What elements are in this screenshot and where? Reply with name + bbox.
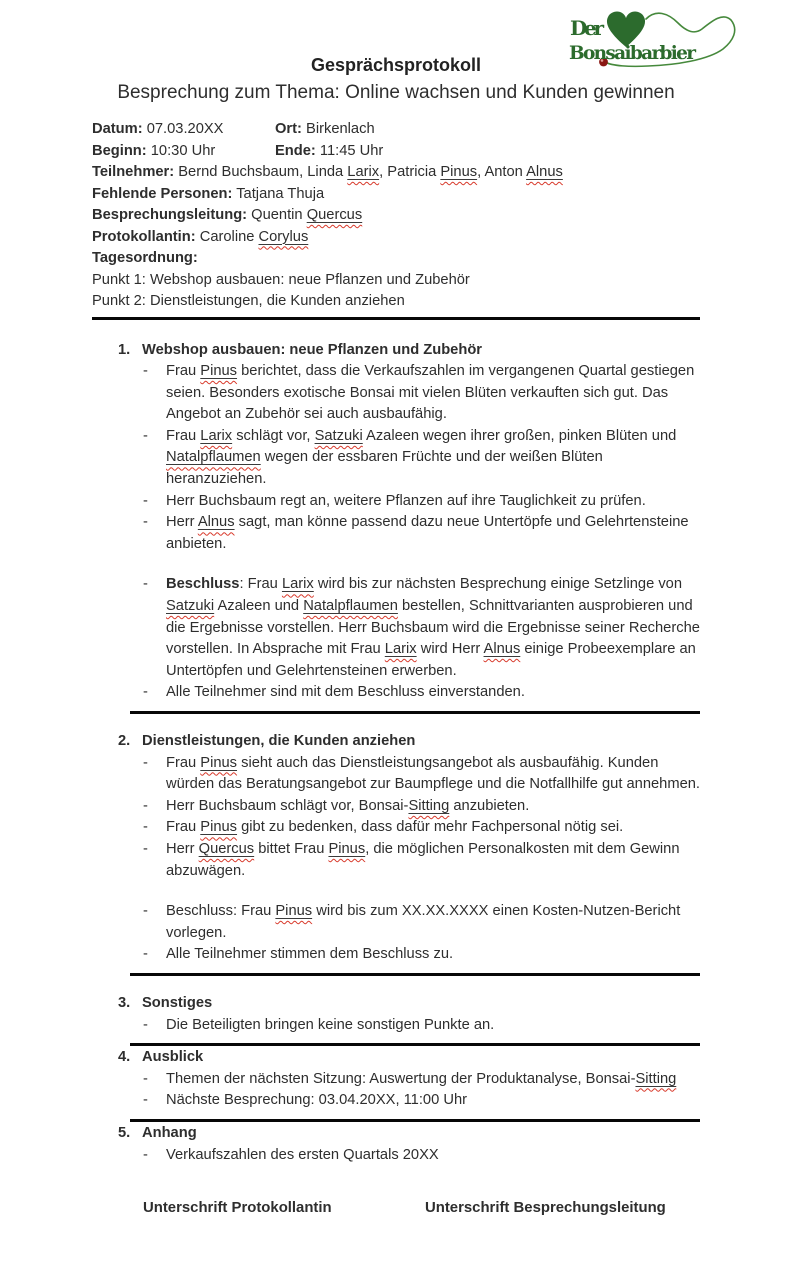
meta-field: [275, 119, 375, 141]
flagged-word: Pinus: [328, 840, 366, 857]
meta-label: Ort:: [275, 121, 302, 137]
bullet-dash: -: [143, 427, 148, 444]
meta-line: [92, 291, 700, 313]
document-content: [92, 0, 700, 1216]
flagged-word: Alnus: [526, 164, 563, 180]
section-heading: [92, 993, 700, 1015]
section: [92, 1123, 700, 1166]
flagged-word: Pinus: [440, 164, 478, 180]
bullet-text: Frau Larix schlägt vor, Satzuki Azaleen wegen ihrer großen, pinken Blüten und Natalpflaumen wegen der essbaren Früchte und der weißen Blüten heranzuziehen.: [166, 427, 677, 488]
section-title: Dienstleistungen, die Kunden anziehen: [142, 733, 416, 749]
bullet-item: [92, 1069, 700, 1091]
flagged-word: Natalpflaumen: [166, 449, 261, 466]
flagged-word: Sitting: [635, 1070, 677, 1087]
meta-field: [92, 205, 362, 227]
section-heading: [92, 340, 700, 362]
section: [92, 340, 700, 715]
meta-label: Beginn:: [92, 142, 147, 159]
bullet-dash: -: [143, 363, 148, 380]
document-title: Gesprächsprotokoll: [310, 55, 482, 75]
section-title: Anhang: [142, 1124, 197, 1141]
meta-line: [92, 248, 700, 270]
bullet-item: [92, 753, 700, 796]
meta-field: [92, 141, 275, 163]
bullet-item: [92, 1090, 700, 1112]
section-number: 1.: [118, 341, 131, 358]
meta-field: [92, 291, 405, 313]
section-number: 5.: [118, 1124, 131, 1141]
bullet-text: Alle Teilnehmer stimmen dem Beschluss zu.: [166, 946, 454, 963]
document-subtitle: Besprechung zum Thema: Online wachsen und Kunden gewinnen: [117, 82, 675, 103]
section: [92, 993, 700, 1046]
meta-field: [92, 248, 198, 270]
bullet-item: [92, 491, 700, 513]
bullet-dash: -: [143, 684, 148, 701]
bullet-text: Themen der nächsten Sitzung: Auswertung der Produktanalyse, Bonsai-Sitting: [166, 1070, 677, 1087]
bullet-item: [92, 901, 700, 944]
bullet-item: [92, 512, 700, 555]
bullet-dash: -: [143, 514, 148, 531]
meta-line: [92, 227, 700, 249]
agenda-divider-rule: [92, 317, 700, 320]
signature-besprechungsleitung-label: Unterschrift Besprechungsleitung: [425, 1200, 666, 1217]
bullet-dash: -: [143, 1146, 148, 1163]
bullet-item: [92, 574, 700, 682]
meta-value: Tatjana Thuja: [236, 185, 325, 202]
bullet-text: Beschluss: Frau Pinus wird bis zum XX.XX.XXXX einen Kosten-Nutzen-Bericht vorlegen.: [166, 903, 681, 941]
bullet-dash: -: [143, 797, 148, 814]
section-heading: [92, 731, 700, 753]
flagged-word: Pinus: [200, 819, 238, 836]
bullet-text: Nächste Besprechung: 03.04.20XX, 11:00 Uhr: [166, 1092, 468, 1109]
bullet-text: Herr Quercus bittet Frau Pinus, die möglichen Personalkosten mit dem Gewinn abzuwägen.: [166, 840, 680, 879]
bullet-text: Verkaufszahlen des ersten Quartals 20XX: [166, 1146, 439, 1163]
bullet-dash: -: [143, 754, 148, 771]
bullet-text: Frau Pinus berichtet, dass die Verkaufszahlen im vergangenen Quartal gestiegen seien. Besonders exotische Bonsai mit vielen Blüten verkauften sich gut. Das Angebot an Zubehör sei auch ausbaufähig.: [166, 363, 695, 423]
bullet-dash: -: [143, 576, 148, 593]
flagged-word: Pinus: [200, 363, 238, 380]
bullet-text: Frau Pinus gibt zu bedenken, dass dafür mehr Fachpersonal nötig sei.: [166, 819, 624, 836]
meta-label: Fehlende Personen:: [92, 185, 233, 202]
section-heading: [92, 1047, 700, 1069]
flagged-word: Larix: [384, 641, 417, 658]
meta-value: Birkenlach: [306, 121, 375, 137]
meta-label: Besprechungsleitung:: [92, 207, 248, 223]
bullet-text: Frau Pinus sieht auch das Dienstleistungsangebot als ausbaufähig. Kunden würden das Beratungsangebot zur Baumpflege und die Notfallhilfe gut annehmen.: [166, 754, 701, 793]
meta-block: [92, 119, 700, 313]
bullet-dash: -: [143, 1070, 148, 1087]
logo-text-bonsaibarbier: Bonsaibarbier: [569, 43, 696, 64]
section-divider-rule: [130, 711, 700, 714]
bullet-item: [92, 682, 700, 704]
flagged-word: Natalpflaumen: [303, 598, 398, 615]
meta-line: [92, 162, 700, 184]
flagged-word: Pinus: [200, 754, 238, 771]
flagged-word: Satzuki: [166, 598, 215, 615]
section-heading: [92, 1123, 700, 1145]
section-number: 3.: [118, 994, 131, 1011]
section: [92, 1047, 700, 1122]
sections: [92, 340, 700, 1167]
meta-line: [92, 205, 700, 227]
meta-value: Quentin Quercus: [251, 207, 363, 223]
flagged-word: Larix: [281, 576, 314, 593]
flagged-word: Sitting: [408, 797, 450, 814]
meta-line: [92, 184, 700, 206]
bullet-item: [92, 817, 700, 839]
flagged-word: Quercus: [306, 207, 363, 223]
meta-value: Bernd Buchsbaum, Linda Larix, Patricia Pinus, Anton Alnus: [178, 164, 563, 180]
signature-protokollantin-label: Unterschrift Protokollantin: [143, 1200, 332, 1217]
section-number: 4.: [118, 1049, 131, 1066]
meta-value: 10:30 Uhr: [150, 142, 216, 159]
section-title: Sonstiges: [142, 994, 213, 1011]
flagged-word: Corylus: [258, 228, 309, 245]
section: [92, 731, 700, 976]
bullet-item: [92, 1015, 700, 1037]
bullet-dash: -: [143, 1092, 148, 1109]
bullet-text: Alle Teilnehmer sind mit dem Beschluss einverstanden.: [166, 684, 525, 701]
flagged-word: Quercus: [198, 840, 255, 857]
meta-value: 11:45 Uhr: [319, 142, 384, 159]
bullet-item: [92, 1145, 700, 1167]
bullet-text: Herr Alnus sagt, man könne passend dazu neue Untertöpfe und Gelehrtensteine anbieten.: [166, 514, 689, 552]
meta-label: Ende:: [275, 142, 316, 159]
flagged-word: Larix: [347, 164, 380, 180]
signature-row: [92, 1200, 700, 1216]
flagged-word: Satzuki: [314, 427, 363, 444]
meta-line: [92, 119, 700, 141]
bullet-item: [92, 796, 700, 818]
section-divider-rule: [130, 973, 700, 976]
bullet-dash: -: [143, 819, 148, 836]
meta-label: Teilnehmer:: [92, 164, 175, 180]
meta-value: Caroline Corylus: [199, 228, 309, 245]
meta-field: [92, 270, 470, 292]
flagged-word: Pinus: [275, 903, 313, 920]
bullet-dash: -: [143, 492, 148, 509]
meta-value: Punkt 2: Dienstleistungen, die Kunden anziehen: [92, 293, 405, 309]
section-title: Webshop ausbauen: neue Pflanzen und Zubehör: [142, 341, 483, 358]
meta-field: [92, 162, 563, 184]
bullet-dash: -: [143, 946, 148, 963]
flagged-word: Alnus: [197, 514, 235, 531]
bullet-text: Beschluss: Frau Larix wird bis zur nächsten Besprechung einige Setzlinge von Satzuki Azaleen und Natalpflaumen bestellen, Schnittvarianten ausprobieren und die Ergebnisse vorstellen. Herr Buchsbaum wird die Ergebnisse seiner Recherche vorstellen. In Absprache mit Frau Larix wird Herr Alnus einige Probeexemplare an Untertöpfen und Gelehrtensteinen erwerben.: [166, 576, 700, 679]
meta-field: [275, 141, 383, 163]
meta-label: Protokollantin:: [92, 228, 196, 245]
bullet-text: Herr Buchsbaum regt an, weitere Pflanzen auf ihre Tauglichkeit zu prüfen.: [166, 492, 646, 509]
section-title: Ausblick: [142, 1049, 204, 1066]
bullet-item: [92, 361, 700, 426]
logo-text-der: Der: [570, 16, 604, 40]
section-divider-rule: [130, 1043, 700, 1046]
meta-value: Punkt 1: Webshop ausbauen: neue Pflanzen und Zubehör: [92, 271, 470, 288]
section-number: 2.: [118, 733, 131, 749]
meta-label: Tagesordnung:: [92, 250, 198, 266]
bullet-dash: -: [143, 1016, 148, 1033]
flagged-word: Larix: [200, 427, 233, 444]
bullet-text: Herr Buchsbaum schlägt vor, Bonsai-Sitting anzubieten.: [166, 797, 530, 814]
meta-field: [92, 184, 324, 206]
meta-value: 07.03.20XX: [146, 121, 224, 137]
flagged-word: Alnus: [483, 641, 521, 658]
bullet-item: [92, 426, 700, 491]
bullet-text: Die Beteiligten bringen keine sonstigen Punkte an.: [166, 1016, 495, 1033]
bullet-item: [92, 839, 700, 882]
bullet-dash: -: [143, 903, 148, 920]
meta-line: [92, 141, 700, 163]
section-divider-rule: [130, 1119, 700, 1122]
meta-field: [92, 119, 275, 141]
bullet-item: [92, 944, 700, 966]
meta-field: [92, 227, 308, 249]
meta-line: [92, 270, 700, 292]
bullet-dash: -: [143, 840, 148, 857]
meta-label: Datum:: [92, 121, 143, 137]
